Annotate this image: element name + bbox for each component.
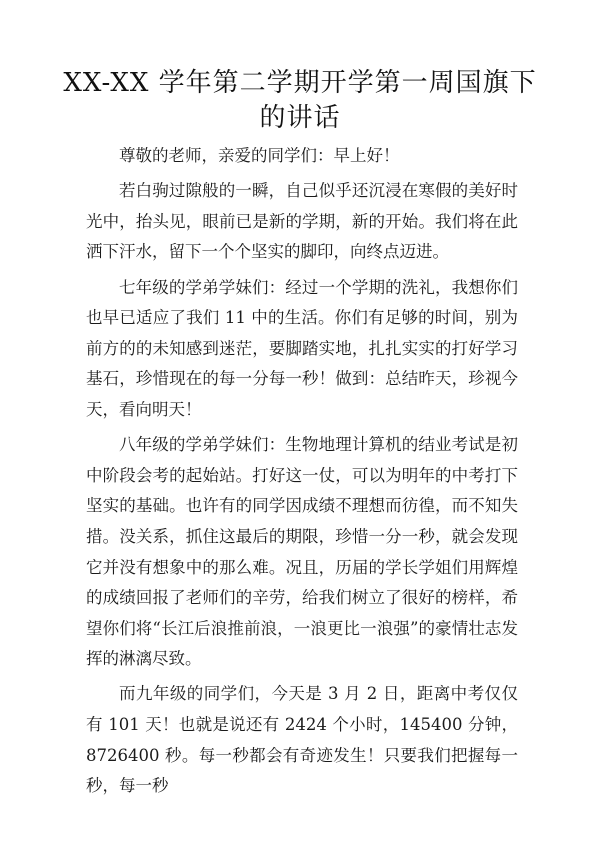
grade-nine-paragraph: 而九年级的同学们，今天是 3 月 2 日，距离中考仅仅有 101 天！也就是说还有 2424 个小时，145400 分钟，8726400 秒。每一秒都会有奇迹发生！只要我们把握每一秒，每一秒 (86, 684, 518, 796)
grade-seven-paragraph: 七年级的学弟学妹们：经过一个学期的洗礼，我想你们也早已适应了我们 11 中的生活。你们有足够的时间，别为前方的的未知感到迷茫，要脚踏实地，扎扎实实的打好学习基石，珍惜现在的每一分每一秒！做到：总结昨天，珍视今天，看向明天！ (86, 277, 518, 419)
greeting-paragraph: 尊敬的老师，亲爱的同学们：早上好！ (119, 146, 400, 165)
document-title (60, 66, 540, 136)
opening-paragraph: 若白驹过隙般的一瞬，自己似乎还沉浸在寒假的美好时光中，抬头见，眼前已是新的学期，新的开始。我们将在此洒下汗水，留下一个个坚实的脚印，向终点迈进。 (86, 181, 518, 262)
title-line-2: 的讲话 (259, 103, 341, 133)
title-line-1: XX-XX 学年第二学期开学第一周国旗下 (63, 68, 537, 98)
grade-eight-paragraph: 八年级的学弟学妹们：生物地理计算机的结业考试是初中阶段会考的起始站。打好这一仗，可以为明年的中考打下坚实的基础。也许有的同学因成绩不理想而彷徨，而不知失措。没关系，抓住这最后的期限，珍惜一分一秒，就会发现它并没有想象中的那么难。况且，历届的学长学姐们用辉煌的成绩回报了老师们的辛劳，给我们树立了很好的榜样，希望你们将“长江后浪推前浪，一浪更比一浪强”的豪情壮志发挥的淋漓尽致。 (86, 435, 518, 669)
speech-body (86, 141, 518, 806)
